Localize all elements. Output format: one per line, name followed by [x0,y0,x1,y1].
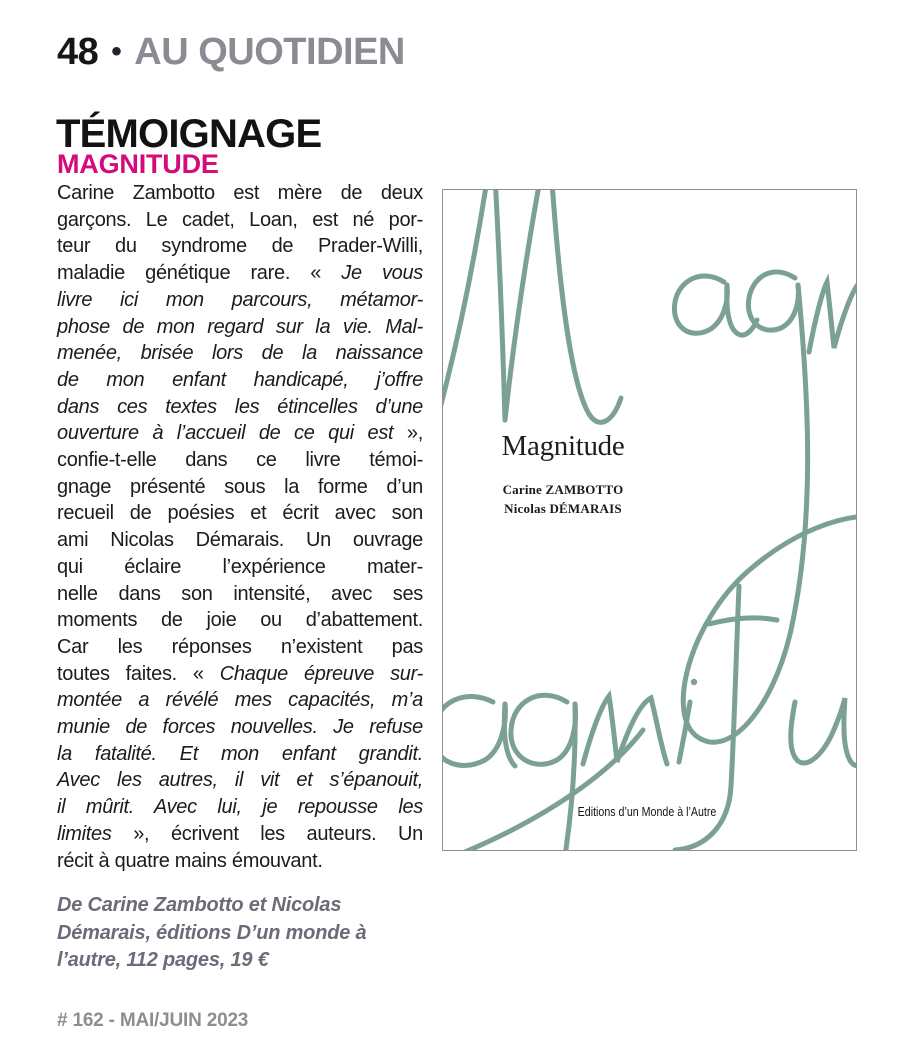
bullet-separator-icon: • [111,35,122,68]
book-cover-image [442,189,857,851]
cover-title: Magnitude [501,430,625,462]
body-line: ami Nicolas Démarais. Un ouvrage [57,529,423,552]
body-line: gnage présenté sous la forme d’un [57,475,423,498]
script-top-magn [443,190,857,742]
credit-line: De Carine Zambotto et Nicolas [57,894,342,916]
page-number: 48 [57,31,99,73]
body-line: ouverture à l’accueil de ce qui est », [57,422,423,445]
body-line: maladie génétique rare. « Je vous [57,262,423,285]
body-line: Avec les autres, il vit et s’épanouit, [57,769,423,792]
body-line: montée a révélé mes capacités, m’a [57,689,423,712]
body-line: Carine Zambotto est mère de deux [57,182,423,204]
body-line: nelle dans son intensité, avec ses [57,582,423,605]
cover-author: Carine ZAMBOTTO [502,482,624,497]
section-title: AU QUOTIDIEN [134,31,405,73]
body-line: munie de forces nouvelles. Je refuse [57,716,423,739]
cover-author: Nicolas DÉMARAIS [504,501,622,516]
body-line: qui éclaire l’expérience mater- [57,555,423,578]
body-line: recueil de poésies et écrit avec son [57,502,423,525]
body-line: dans ces textes les étincelles d’une [57,395,423,418]
cover-publisher: Editions d’un Monde à l’Autre [577,804,717,819]
body-line: toutes faites. « Chaque épreuve sur- [57,662,423,685]
article-credit [57,892,437,975]
running-header [57,33,405,71]
body-line: moments de joie ou d’abattement. [57,609,423,632]
body-line: la fatalité. Et mon enfant grandit. [57,742,423,765]
credit-line: Démarais, éditions D’un monde à [57,921,367,944]
body-line: garçons. Le cadet, Loan, est né por- [57,208,423,231]
cover-script-art [443,190,857,851]
body-line: il mûrit. Avec lui, je repousse les [57,796,423,819]
body-line: récit à quatre mains émouvant. [57,849,323,872]
credit-line: l’autre, 112 pages, 19 € [57,949,269,971]
cover-authors [443,480,683,518]
body-line: teur du syndrome de Prader-Willi, [57,235,423,258]
body-line: confie-t-elle dans ce livre témoi- [57,449,423,472]
article-title: MAGNITUDE [57,149,219,179]
article-body [57,180,423,874]
issue-footer: # 162 - MAI/JUIN 2023 [57,1010,249,1031]
body-line: limites », écrivent les auteurs. Un [57,822,423,845]
body-line: phose de mon regard sur la vie. Mal- [57,315,423,338]
body-line: Car les réponses n’existent pas [57,635,423,658]
body-line: menée, brisée lors de la naissance [57,342,423,365]
article-kicker: TÉMOIGNAGE [56,112,322,156]
body-line: livre ici mon parcours, métamor- [57,288,423,311]
body-line: de mon enfant handicapé, j’offre [57,368,423,391]
